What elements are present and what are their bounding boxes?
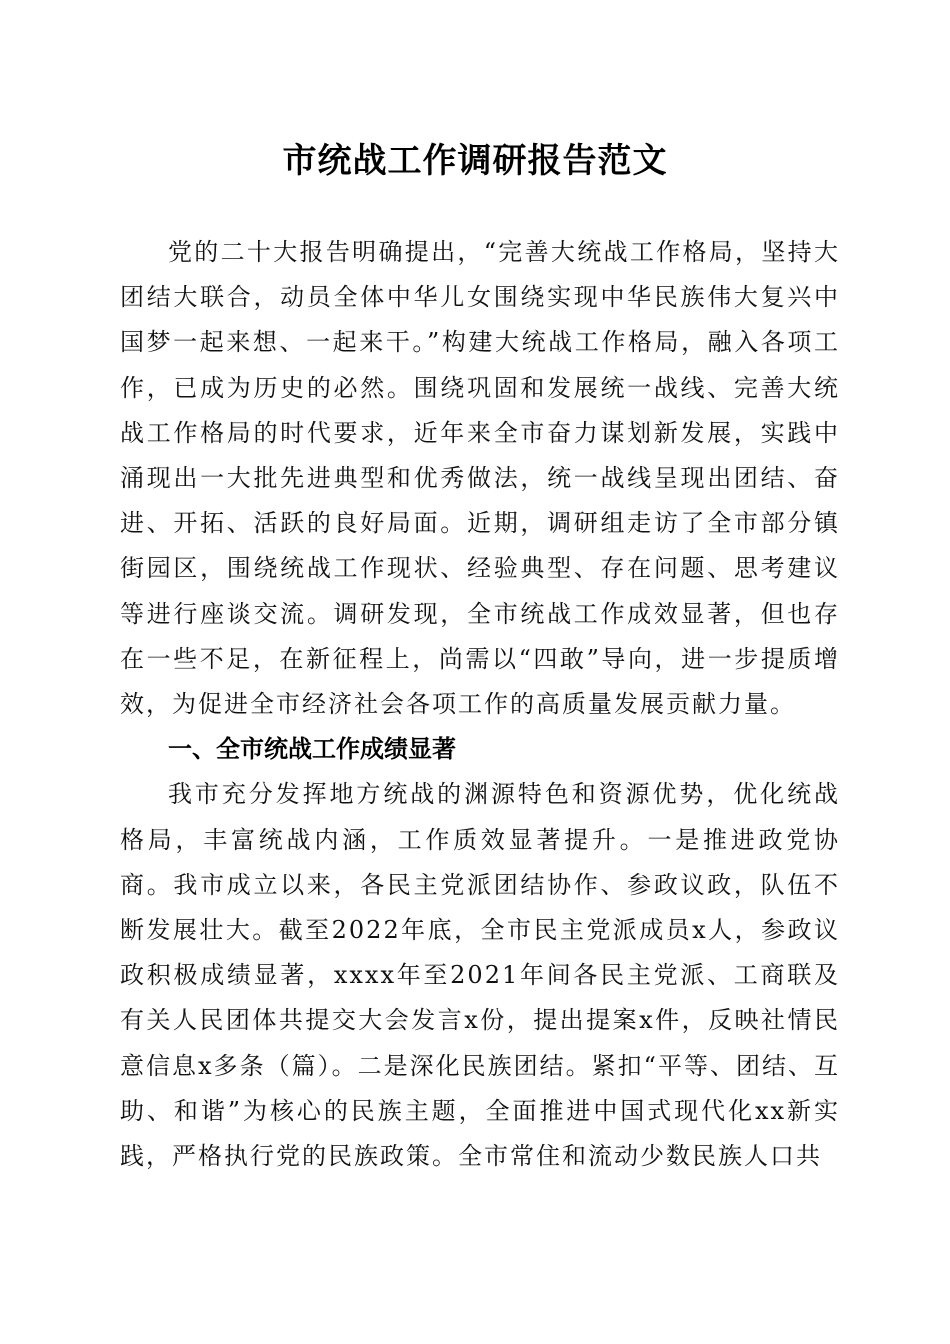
document-body bbox=[120, 230, 840, 1179]
section-heading-1: 一、全市统战工作成绩显著 bbox=[168, 735, 456, 764]
intro-paragraph: 党的二十大报告明确提出，“完善大统战工作格局，坚持大团结大联合，动员全体中华儿女围绕实现中华民族伟大复兴中国梦一起来想、一起来干。”构建大统战工作格局，融入各项工作，已成为历史的必然。围绕巩固和发展统一战线、完善大统战工作格局的时代要求，近年来全市奋力谋划新发展，实践中涌现出一大批先进典型和优秀做法，统一战线呈现出团结、奋进、开拓、活跃的良好局面。近期，调研组走访了全市部分镇街园区，围绕统战工作现状、经验典型、存在问题、思考建议等进行座谈交流。调研发现，全市统战工作成效显著，但也存在一些不足，在新征程上，尚需以“四敢”导向，进一步提质增效，为促进全市经济社会各项工作的高质量发展贡献力量。 bbox=[120, 238, 840, 719]
document-title: 市统战工作调研报告范文 bbox=[282, 141, 668, 181]
section-1-paragraph: 我市充分发挥地方统战的渊源特色和资源优势，优化统战格局，丰富统战内涵，工作质效显著提升。一是推进政党协商。我市成立以来，各民主党派团结协作、参政议政，队伍不断发展壮大。截至2022年底，全市民主党派成员x人，参政议政积极成绩显著，xxxx年至2021年间各民主党派、工商联及有关人民团体共提交大会发言x份，提出提案x件，反映社情民意信息x多条（篇）。二是深化民族团结。紧扣“平等、团结、互助、和谐”为核心的民族主题，全面推进中国式现代化xx新实践，严格执行党的民族政策。全市常住和流动少数民族人口共 bbox=[120, 780, 840, 1171]
